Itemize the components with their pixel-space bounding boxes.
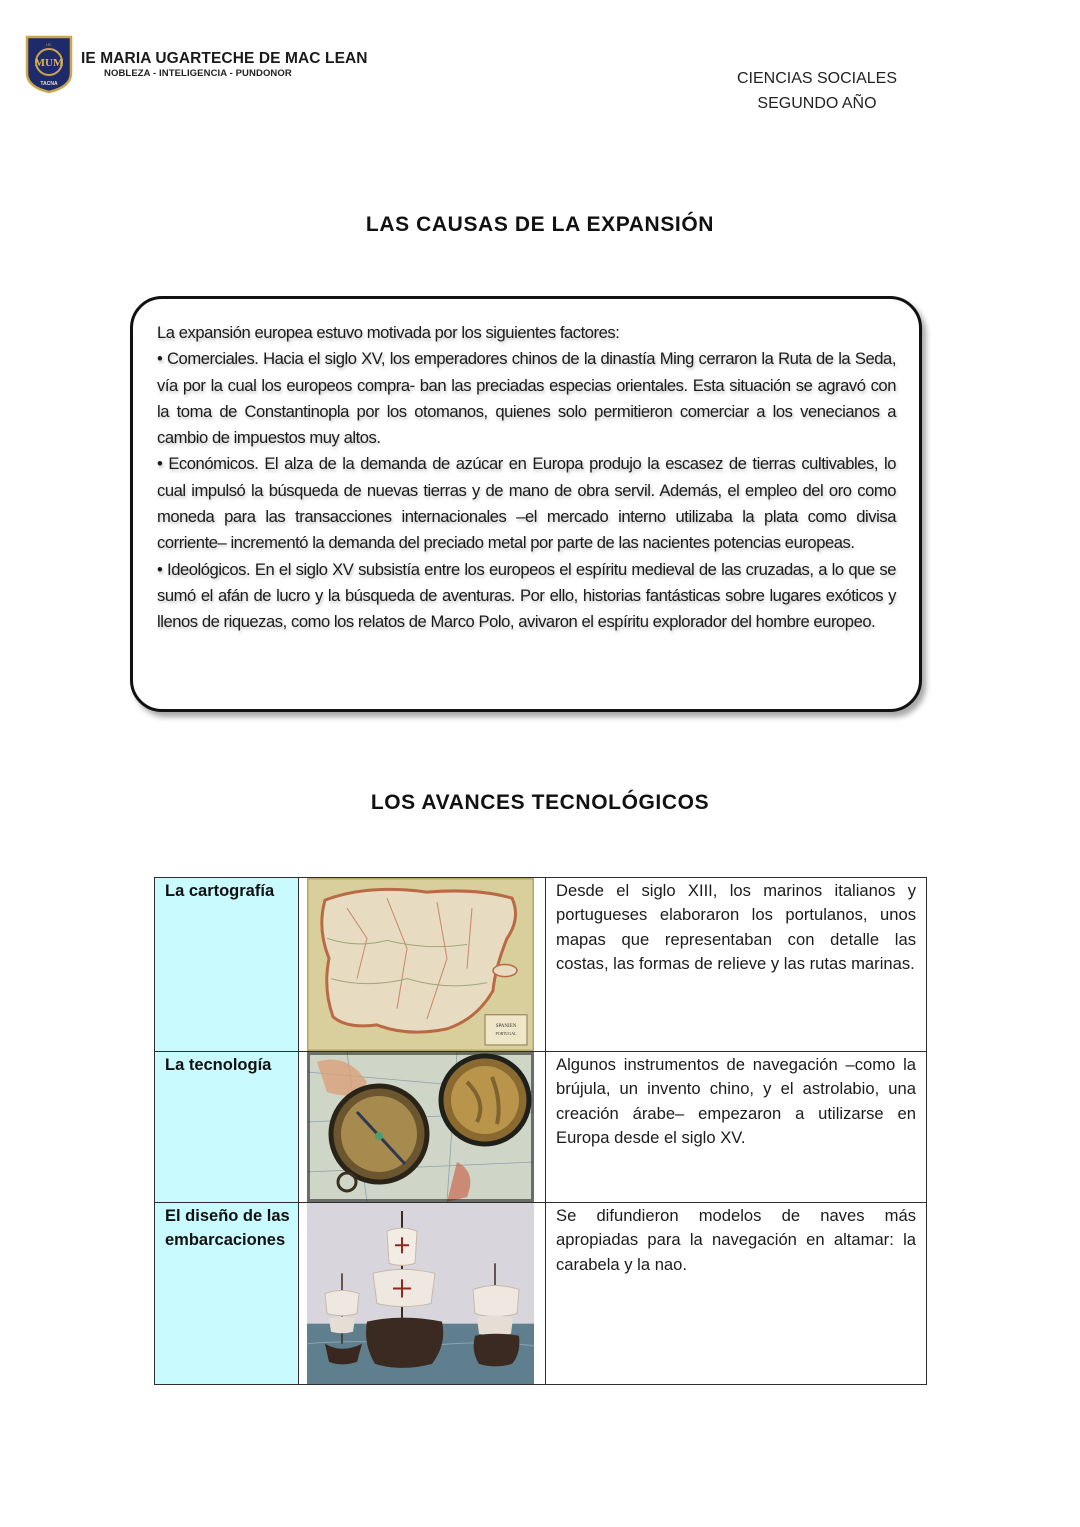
compass-image (307, 1052, 534, 1202)
course-grade: SEGUNDO AÑO (757, 95, 877, 112)
row-description: Algunos instrumentos de navegación –como la brújula, un invento chino, y el astrolabio, una creación árabe– empezaron a utilizarse en Europa desde el siglo XV. (546, 1052, 927, 1203)
table-row-technology (155, 1052, 927, 1203)
advances-title: LOS AVANCES TECNOLÓGICOS (370, 791, 710, 814)
school-motto: NOBLEZA - INTELIGENCIA - PUNDONOR (104, 68, 292, 79)
image-cell (299, 878, 546, 1052)
causes-title: LAS CAUSAS DE LA EXPANSIÓN (365, 213, 715, 236)
cause-commercial: • Comerciales. Hacia el siglo XV, los emperadores chinos de la dinastía Ming cerraron la Ruta de la Seda, vía por la cual los europeos compra- ban las preciadas especias orientales. Esta situación se agravó con la toma de Constantinopla por los otomanos, quienes solo permitieron comerciar a los venecianos a cambio de impuestos muy altos. (157, 349, 896, 448)
school-name: IE MARIA UGARTECHE DE MAC LEAN (81, 50, 368, 67)
cause-ideological: • Ideológicos. En el siglo XV subsistía entre los europeos el espíritu medieval de las cruzadas, a lo que se sumó el afán de lucro y la búsqueda de aventuras. Por ello, historias fantásticas sobre lugares exóticos y llenos de riquezas, como los relatos de Marco Polo, avivaron el espíritu explorador del hombre europeo. (157, 559, 896, 632)
row-description: Desde el siglo XIII, los marinos italianos y portugueses elaboraron los portulanos, unos mapas que representaban con detalle las costas, las formas de relieve y las rutas marinas. (546, 878, 927, 1052)
row-label: La cartografía (155, 878, 299, 1052)
cause-economic: • Económicos. El alza de la demanda de azúcar en Europa produjo la escasez de tierras cultivables, lo cual impulsó la búsqueda de nuevas tierras y de mano de obra servil. Además, el empleo del oro como moneda para las transacciones internacionales –el mercado interno utilizaba la plata como divisa corriente– incrementó la demanda del preciado metal por parte de las nacientes potencias europeas. (157, 454, 896, 553)
caravels-image (307, 1203, 534, 1384)
image-cell (299, 1203, 546, 1385)
causes-text (157, 320, 896, 636)
row-description: Se difundieron modelos de naves más apropiadas para la navegación en altamar: la carabela y la nao. (546, 1203, 927, 1385)
image-cell (299, 1052, 546, 1203)
course-subject: CIENCIAS SOCIALES (736, 70, 898, 87)
svg-text:TACNA: TACNA (40, 81, 58, 87)
row-label: El diseño de las embarcaciones (155, 1203, 299, 1385)
svg-text:I.E.: I.E. (45, 42, 53, 47)
row-label: La tecnología (155, 1052, 299, 1203)
svg-text:SPANIEN: SPANIEN (495, 1023, 517, 1029)
school-crest-icon (25, 35, 73, 93)
causes-intro: La expansión europea estuvo motivada por los siguientes factores: (157, 323, 620, 342)
svg-text:PORTUGAL: PORTUGAL (495, 1030, 517, 1036)
table-row-ship-design (155, 1203, 927, 1385)
table-row-cartography (155, 878, 927, 1052)
advances-table (154, 877, 927, 1385)
antique-map-image (307, 878, 534, 1051)
course-label (700, 66, 934, 116)
svg-text:MUM: MUM (34, 57, 64, 69)
